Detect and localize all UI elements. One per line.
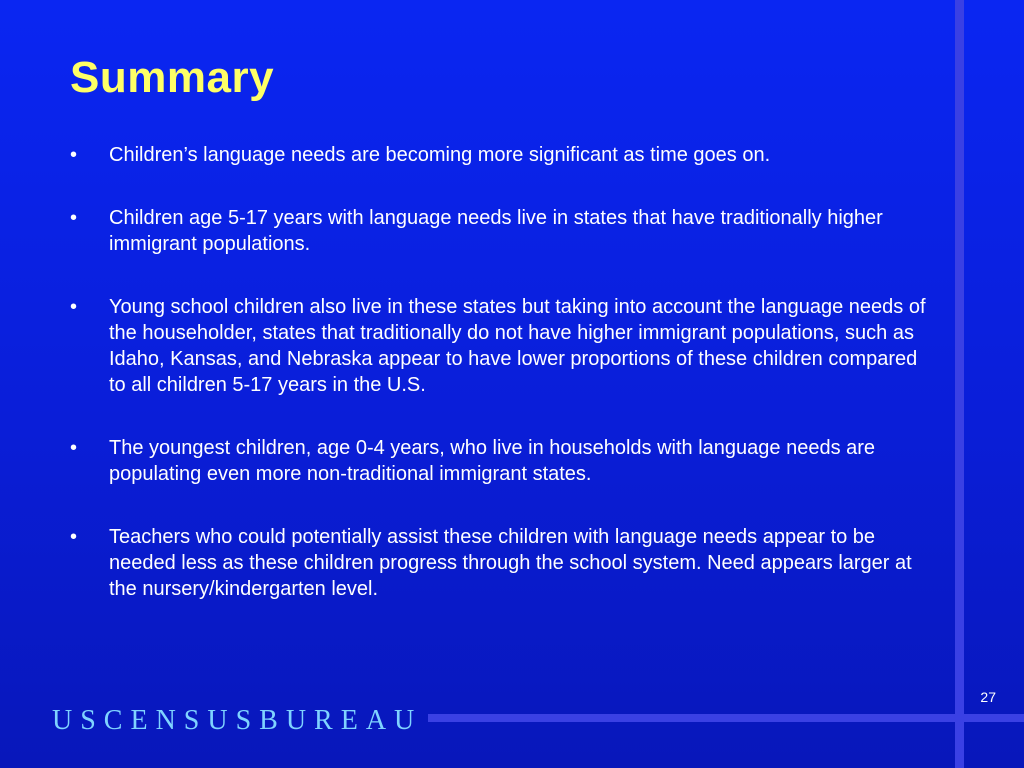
bullet-text: Teachers who could potentially assist these children with language needs appear to be needed less as these children progress through the school system. Need appears larger at the nursery/kindergarten level.	[109, 526, 912, 600]
bullet-marker: •	[70, 437, 78, 459]
bullet-item	[70, 435, 930, 487]
bullet-marker: •	[70, 296, 78, 318]
slide-title: Summary	[70, 53, 275, 102]
bullet-marker: •	[70, 207, 78, 229]
page-number: 27	[980, 689, 996, 705]
bullet-item	[70, 142, 930, 168]
bullet-marker: •	[70, 526, 78, 548]
bullet-item	[70, 524, 930, 602]
bullet-list	[70, 142, 930, 602]
horizontal-accent-line	[428, 714, 1024, 722]
vertical-accent-line	[955, 0, 964, 768]
bullet-text: Children age 5-17 years with language needs live in states that have traditionally higher immigrant populations.	[109, 207, 883, 255]
census-bureau-logo: USCENSUSBUREAU	[52, 705, 423, 736]
bullet-marker: •	[70, 144, 78, 166]
bullet-item	[70, 205, 930, 257]
bullet-text: The youngest children, age 0-4 years, who live in households with language needs are populating even more non-traditional immigrant states.	[109, 437, 876, 485]
bullet-text: Young school children also live in these states but taking into account the language needs of the householder, states that traditionally do not have higher immigrant populations, such as Idaho, Kansas, and Nebraska appear to have lower proportions of these children compared to all children 5-17 years in the U.S.	[109, 296, 926, 396]
bullet-item	[70, 294, 930, 398]
bullet-text: Children’s language needs are becoming more significant as time goes on.	[109, 144, 771, 166]
